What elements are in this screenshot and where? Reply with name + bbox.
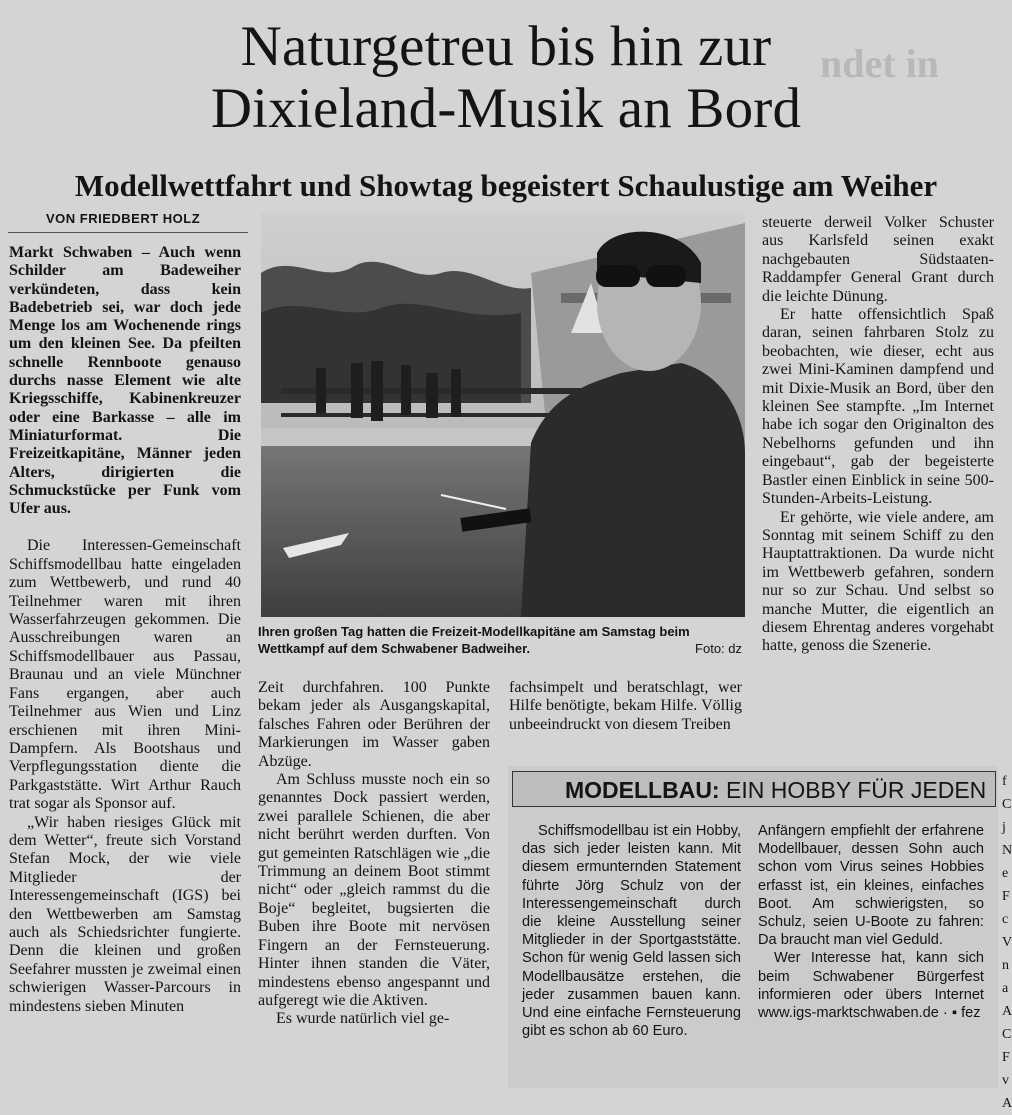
edge-letter: f: [1002, 774, 1007, 789]
article-column-4: [762, 214, 994, 656]
edge-letter: F: [1002, 889, 1010, 904]
info-box-paragraph: Wer Interesse hat, kann sich beim Schwabener Bürgerfest informieren oder übers Internet www.igs-marktschwaben.de · ▪ fez: [758, 950, 984, 1022]
info-box-paragraph: Anfängern empfiehlt der erfahrene Modellbauer, dessen Sohn auch schon vom Virus seines Hobbies erfasst ist, ein kleines, einfaches Boot. Am schwierigsten, so Schulz, seien U-Boote zu fahren: Da braucht man viel Geduld.: [758, 823, 984, 949]
body-paragraph: Zeit durchfahren. 100 Punkte bekam jeder als Ausgangskapital, falsches Fahren oder Berühren der Markierungen im Wasser gaben Abzüge.: [258, 679, 490, 770]
edge-letter: A: [1002, 1004, 1012, 1019]
info-box-title-rest: EIN HOBBY FÜR JEDEN: [719, 777, 987, 803]
article-column-1: [9, 244, 241, 1016]
edge-letter: C: [1002, 1027, 1012, 1042]
edge-letter: N: [1002, 843, 1012, 858]
edge-letter: V: [1002, 935, 1012, 950]
caption-text: Ihren großen Tag hatten die Freizeit-Modellkapitäne am Samstag beim Wettkampf auf dem Schwabener Badweiher.: [258, 624, 690, 656]
adjacent-article-edge: [1002, 770, 1012, 1115]
photo-caption: [258, 623, 748, 657]
edge-letter: A: [1002, 1096, 1012, 1111]
body-paragraph: „Wir haben riesiges Glück mit dem Wetter“, freute sich Vorstand Stefan Mock, der wie viele Mitglieder der Interessengemeinschaft (IGS) bei den Wettbewerben am Samstag auch als Schiedsrichter fungierte. Denn die kleinen und großen Seefahrer mussten je zweimal einen schwierigen Wasser-Parcours in mindestens sieben Minuten: [9, 813, 241, 1015]
info-box-column-2: [758, 822, 984, 1022]
info-box-title-bold: MODELLBAU:: [565, 777, 720, 803]
info-box-title: [512, 771, 996, 807]
body-paragraph: Er hatte offensichtlich Spaß daran, seinen fahrbaren Stolz zu beobachten, wie dieser, echt aus zwei Mini-Kaminen dampfend und mit Dixie-Musik an Bord, über den kleinen See stampfte. „Im Internet habe ich sogar den Originalton des Nebelhorns gefunden und ihn eingebaut“, gab der begeisterte Bastler einen Einblick in seine 500-Stunden-Arbeits-Leistung.: [762, 306, 994, 508]
info-box-column-1: [522, 822, 741, 1040]
body-paragraph: steuerte derweil Volker Schuster aus Karlsfeld seinen exakt nachgebauten Südstaaten-Raddampfer General Grant durch die leichte Dünung.: [762, 214, 994, 305]
edge-letter: c: [1002, 912, 1009, 927]
edge-letter: n: [1002, 958, 1009, 973]
bleed-through-text: ndet in: [820, 41, 939, 86]
edge-letter: a: [1002, 981, 1009, 996]
headline-line-1: Naturgetreu bis hin zur: [240, 15, 772, 78]
body-paragraph: fachsimpelt und beratschlagt, wer Hilfe benötigte, bekam Hilfe. Völlig unbeeindruckt von diesem Treiben: [509, 679, 742, 733]
body-paragraph: Es wurde natürlich viel ge-: [276, 1010, 450, 1028]
article-column-2: [258, 679, 490, 1029]
subheadline: Modellwettfahrt und Showtag begeistert Schaulustige am Weiher: [74, 168, 938, 203]
edge-letter: j: [1002, 820, 1006, 835]
article-column-3: [509, 679, 742, 734]
body-paragraph: Die Interessen-Gemeinschaft Schiffsmodellbau hatte eingeladen zum Wettbewerb, und rund 40 Teilnehmer waren mit ihren Wasserfahrzeugen gekommen. Die Ausschreibungen waren an Schiffsmodellbauer aus Passau, Braunau und an viele Münchner Fans ergangen, aber auch Teilnehmer aus Wien und Linz erschienen mit ihren Mini-Dampfern. Als Bootshaus und Verpflegungsstation diente die Parkgaststätte. Wirt Arthur Rauch trat sogar als Sponsor auf.: [9, 537, 241, 813]
edge-letter: v: [1002, 1073, 1009, 1088]
photo-illustration: [261, 213, 745, 617]
headline: [0, 16, 1012, 140]
info-box-paragraph: Schiffsmodellbau ist ein Hobby, das sich jeder leisten kann. Mit diesem ermunternden Statement führte Jörg Schulz von der Interessengemeinschaft durch die kleine Ausstellung seiner Mitglieder in der Sportgaststätte. Schon für wenig Geld lassen sich Modellbausätze erstehen, die jeder zusammen bauen kann. Und eine einfache Fernsteuerung gibt es schon ab 60 Euro.: [522, 823, 741, 1040]
body-paragraph: Er gehörte, wie viele andere, am Sonntag mit seinem Schiff zu den Hauptattraktionen. Da wurde nicht im Wettbewerb gefahren, sondern nur so zur Schau. Und selbst so manche Mutter, die eigentlich an diesem Ehrentag anderes vorgehabt hatte, genoss die Szenerie.: [762, 508, 994, 655]
photo-credit: Foto: dz: [695, 641, 742, 656]
byline-rule: [8, 232, 248, 233]
edge-letter: F: [1002, 1050, 1010, 1065]
headline-line-2: Dixieland-Musik an Bord: [210, 77, 802, 140]
body-paragraph: Am Schluss musste noch ein so genanntes Dock passiert werden, zwei parallele Schienen, die aber nicht berührt werden durften. Von gut gemeinten Ratschlägen wie „die Trimmung an deinem Boot stimmt nicht“ oder „gleich rammst du die Boje“ begleitet, bugsierten die Buben ihre Boote mit nervösen Fingern an der Fernsteuerung. Hinter ihnen standen die Väter, mindestens ebenso angespannt und aufgeregt wie die Aktiven.: [258, 771, 490, 1009]
edge-letter: e: [1002, 866, 1009, 881]
lead-paragraph: Markt Schwaben – Auch wenn Schilder am Badeweiher verkündeten, dass kein Badebetrieb sei, war doch jede Menge los am Wochenende rings um den kleinen See. Da pfeilten schnelle Rennboote genauso durchs nasse Element wie alte Kriegsschiffe, Kabinenkreuzer oder eine Barkasse – alle im Miniaturformat. Die Freizeitkapitäne, Männer jeden Alters, dirigierten die Schmuckstücke per Funk vom Ufer aus.: [9, 244, 241, 518]
article-photo: [261, 213, 745, 617]
edge-letter: C: [1002, 797, 1012, 812]
byline: VON FRIEDBERT HOLZ: [46, 211, 201, 226]
